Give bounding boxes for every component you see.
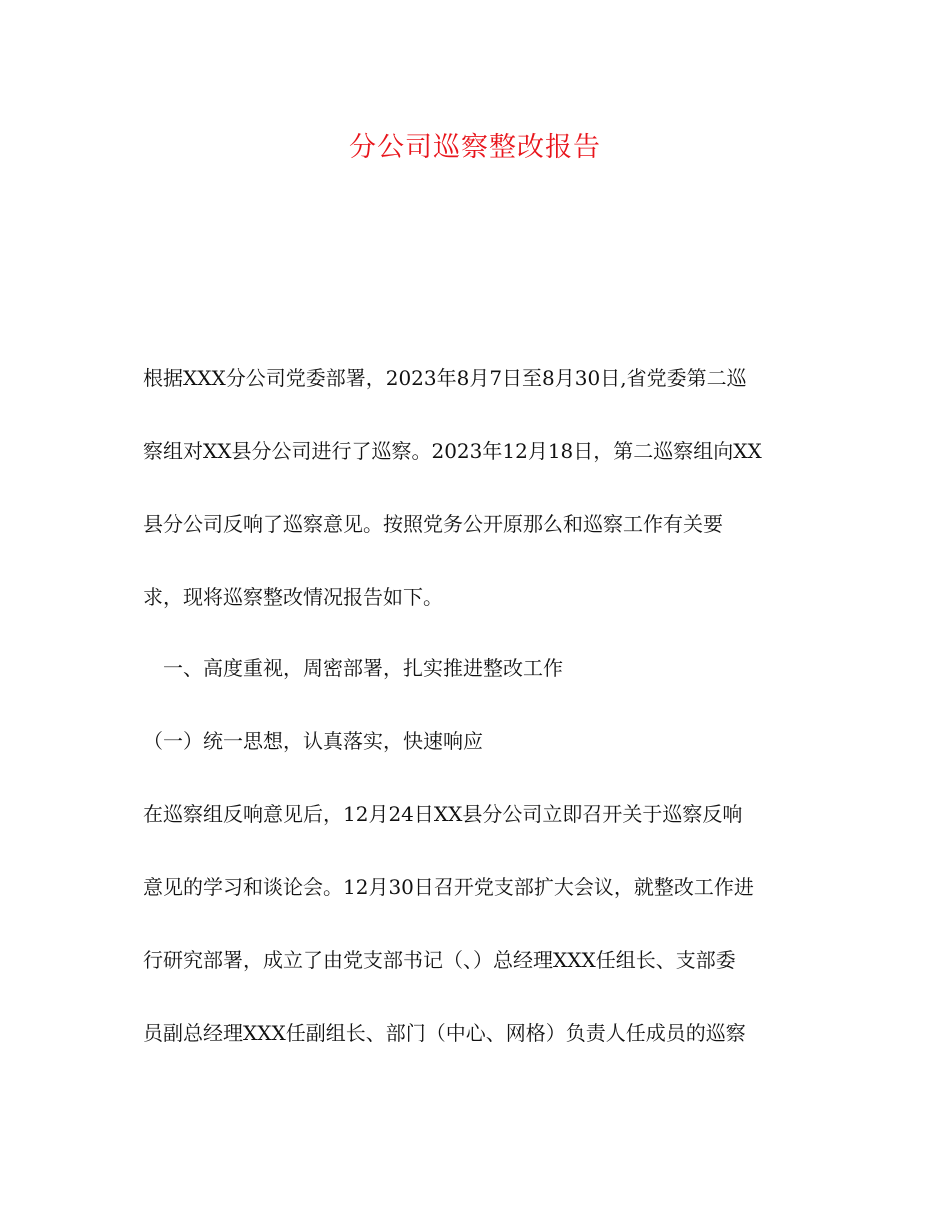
paragraph-1-line-2: 察组对XX县分公司进行了巡察。2023年12月18日，第二巡察组向XX xyxy=(143,439,762,463)
paragraph-2-line-3: 行研究部署，成立了由党支部书记（、）总经理XXX任组长、支部委 xyxy=(143,948,736,972)
paragraph-1-line-3: 县分公司反响了巡察意见。按照党务公开原那么和巡察工作有关要 xyxy=(143,512,723,536)
paragraph-2-line-4: 员副总经理XXX任副组长、部门（中心、网格）负责人任成员的巡察 xyxy=(143,1021,746,1045)
paragraph-2-line-2: 意见的学习和谈论会。12月30日召开党支部扩大会议，就整改工作进 xyxy=(143,875,754,899)
section-heading-1: 一、高度重视，周密部署，扎实推进整改工作 xyxy=(163,656,563,680)
paragraph-2-line-1: 在巡察组反响意见后，12月24日XX县分公司立即召开关于巡察反响 xyxy=(143,802,743,826)
document-title: 分公司巡察整改报告 xyxy=(349,132,601,163)
subsection-heading-1: （一）统一思想，认真落实，快速响应 xyxy=(143,729,483,753)
paragraph-1-line-1: 根据XXX分公司党委部署，2023年8月7日至8月30日,省党委第二巡 xyxy=(143,366,747,390)
paragraph-1-line-4: 求，现将巡察整改情况报告如下。 xyxy=(143,585,443,609)
